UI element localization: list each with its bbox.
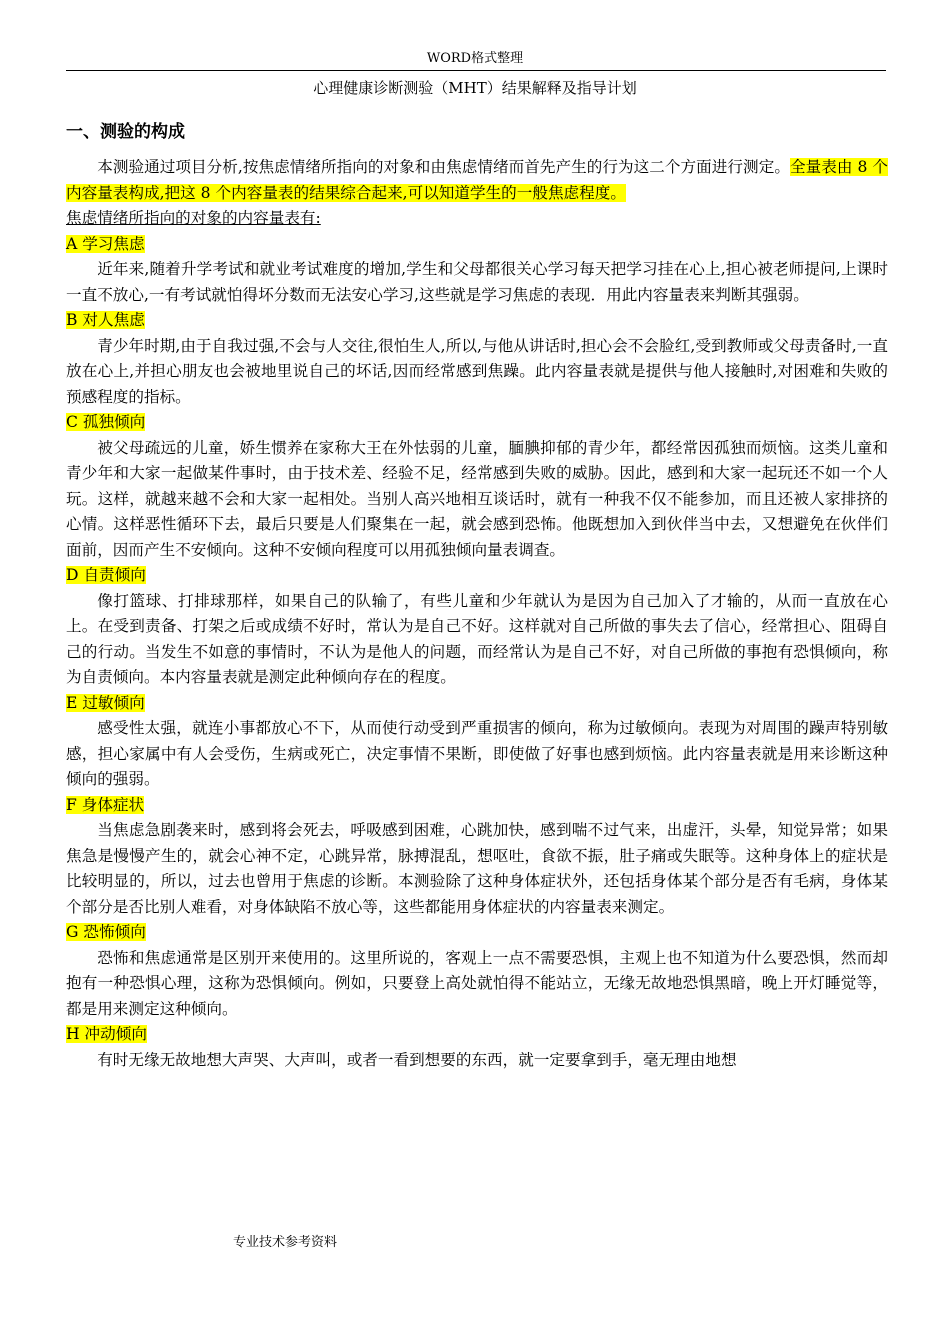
scale-text-b: 青少年时期,由于自我过强,不会与人交往,很怕生人,所以,与他从讲话时,担心会不会脸红,受到教师或父母责备时,一直放在心上,并担心朋友也会被地里说自己的坏话,因而经常感到焦躁。此内容量表就是提供与他人接触时,对困难和失败的预感程度的指标。	[66, 336, 888, 406]
scale-label-g: G 恐怖倾向	[66, 923, 146, 941]
intro-paragraph	[66, 155, 888, 206]
scale-label-c: C 孤独倾向	[66, 413, 146, 431]
scale-label-a: A 学习焦虑	[66, 234, 145, 253]
scale-list-heading: 焦虑情绪所指向的对象的内容量表有:	[66, 209, 321, 227]
document-title: 心理健康诊断测验（MHT）结果解释及指导计划	[313, 79, 637, 97]
page-footer: 专业技术参考资料	[233, 1235, 338, 1250]
section-heading: 一、测验的构成	[66, 122, 185, 142]
scale-text-h: 有时无缘无故地想大声哭、大声叫，或者一看到想要的东西，就一定要拿到手，毫无理由地想	[97, 1050, 737, 1069]
scale-label-e: E 过敏倾向	[66, 693, 145, 712]
scale-label-h: H 冲动倾向	[66, 1025, 147, 1043]
scale-text-e: 感受性太强，就连小事都放心不下，从而使行动受到严重损害的倾向，称为过敏倾向。表现为对周围的躁声特别敏感，担心家属中有人会受伤，生病或死亡，决定事情不果断，即使做了好事也感到烦恼。此内容量表就是用来诊断这种倾向的强弱。	[66, 719, 888, 788]
scale-text-f: 当焦虑急剧袭来时，感到将会死去，呼吸感到困难，心跳加快，感到喘不过气来，出虚汗，头晕，知觉异常；如果焦急是慢慢产生的，就会心神不定，心跳异常，脉搏混乱，想呕吐，食欲不振，肚子痛或失眠等。这种身体上的症状是比较明显的，所以，过去也曾用于焦虑的诊断。本测验除了这种身体症状外，还包括身体某个部分是否有毛病，身体某个部分是否比别人难看，对身体缺陷不放心等，这些都能用身体症状的内容量表来测定。	[66, 821, 888, 916]
body-content	[66, 155, 888, 1073]
header-rule	[66, 70, 886, 71]
scale-text-a: 近年来,随着升学考试和就业考试难度的增加,学生和父母都很关心学习每天把学习挂在心上,担心被老师提问,上课时一直不放心,一有考试就怕得坏分数而无法安心学习,这些就是学习焦虑的表现．用此内容量表来判断其强弱。	[66, 260, 888, 304]
scale-text-c: 被父母疏远的儿童，娇生惯养在家称大王在外怯弱的儿童，腼腆抑郁的青少年，都经常因孤独而烦恼。这类儿童和青少年和大家一起做某件事时，由于技术差、经验不足，经常感到失败的威胁。因此，感到和大家一起玩还不如一个人玩。这样，就越来越不会和大家一起相处。当别人高兴地相互谈话时，就有一种我不仅不能参加，而且还被人家排挤的心情。这样恶性循环下去，最后只要是人们聚集在一起，就会感到恐怖。他既想加入到伙伴当中去，又想避免在伙伴们面前，因而产生不安倾向。这种不安倾向程度可以用孤独倾向量表调查。	[66, 438, 888, 559]
scale-label-f: F 身体症状	[66, 795, 145, 814]
scale-text-g: 恐怖和焦虑通常是区别开来使用的。这里所说的，客观上一点不需要恐惧，主观上也不知道为什么要恐惧，然而却抱有一种恐惧心理，这称为恐惧倾向。例如，只要登上高处就怕得不能站立，无缘无故地恐惧黑暗，晚上开灯睡觉等，都是用来测定这种倾向。	[66, 948, 888, 1018]
intro-text: 本测验通过项目分析,按焦虑情绪所指向的对象和由焦虑情绪而首先产生的行为这二个方面进行测定。	[97, 158, 790, 176]
scale-label-b: B 对人焦虑	[66, 311, 145, 329]
scale-text-d: 像打篮球、打排球那样，如果自己的队输了，有些儿童和少年就认为是因为自己加入了才输的，从而一直放在心上。在受到责备、打架之后或成绩不好时，常认为是自己不好。这样就对自己所做的事失去了信心，经常担心、阻碍自己的行动。当发生不如意的事情时，不认为是他人的问题，而经常认为是自己不好，对自己所做的事抱有恐惧倾向，称为自责倾向。本内容量表就是测定此种倾向存在的程度。	[66, 591, 888, 686]
page-header: WORD格式整理	[426, 51, 524, 66]
scale-label-d: D 自责倾向	[66, 566, 146, 584]
intro-highlight: 全量表由 8 个内容量表构成,把这 8 个内容量表的结果综合起来,可以知道学生的一般焦虑程度。	[66, 158, 888, 202]
